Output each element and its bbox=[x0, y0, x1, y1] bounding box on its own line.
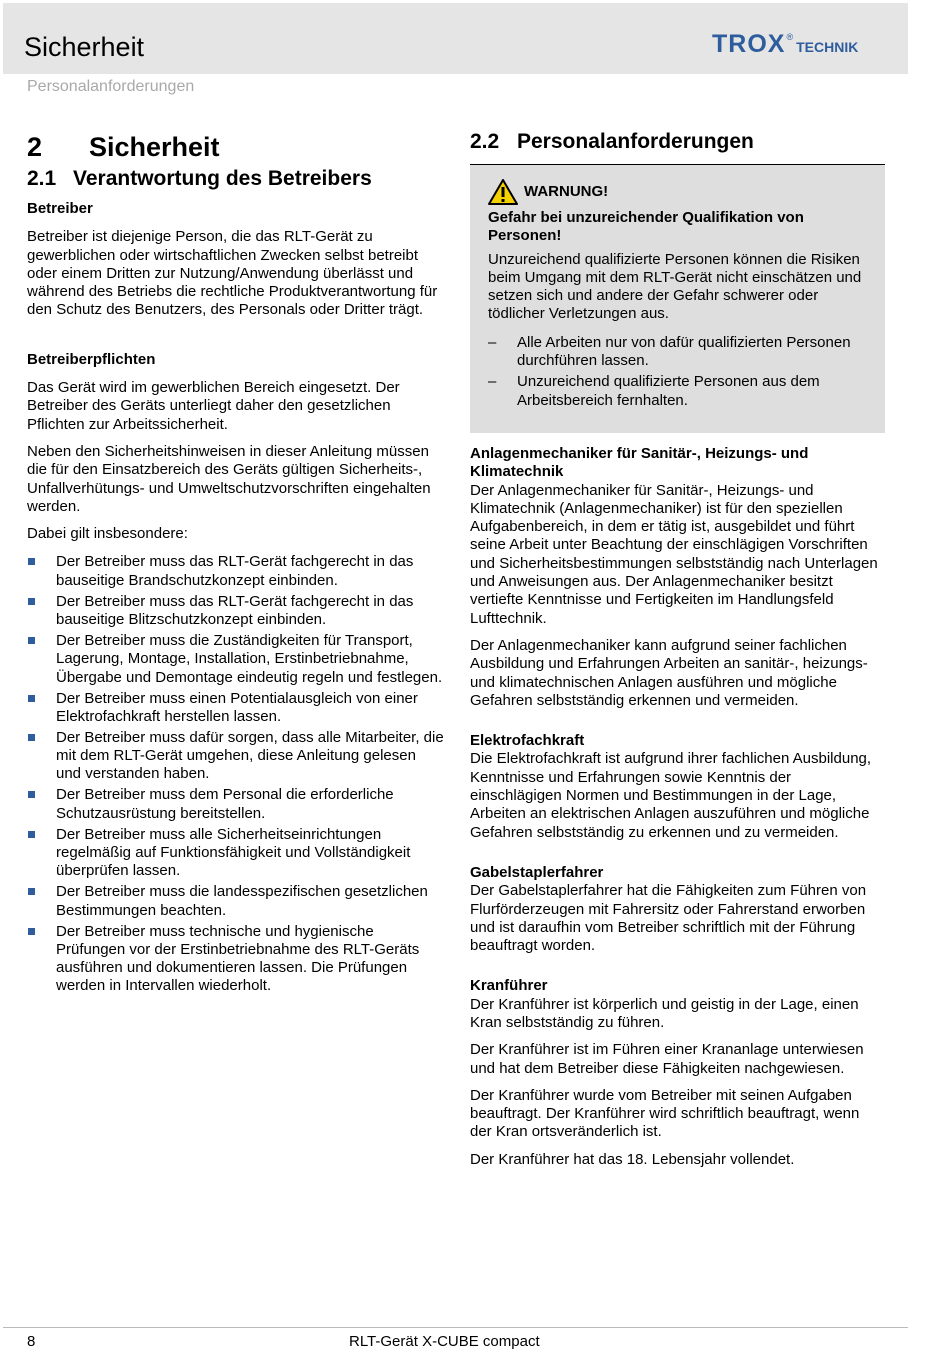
anlagenmechaniker-heading: Anlagenmechaniker für Sanitär-, Heizungs- und Klimatechnik bbox=[470, 444, 809, 481]
subsection-number: 2.2 bbox=[470, 130, 500, 153]
warning-triangle-icon bbox=[488, 179, 518, 205]
anlagenmechaniker-paragraph-1: Der Anlagenmechaniker für Sanitär-, Heizungs- und Klimatechnik (Anlagenmechaniker) ist für den speziellen Aufgabenbereich, in dem er tätig ist, ausgebildet und führt seine Arbeit unter Beachtung der einschlägigen Vorschriften und Sicherheitsbestimmungen selbstständig nach Unterlagen und Anweisungen aus. Der Anlagenmechaniker besitzt vertiefte Kenntnisse und Fertigkeiten im Handlungsfeld Lufttechnik. bbox=[470, 481, 878, 627]
list-item: Der Betreiber muss die Zuständigkeiten für Transport, Lagerung, Montage, Installation, Erstinbetriebnahme, Übergabe und Demontage eindeutig regeln und festlegen. bbox=[27, 632, 445, 687]
list-item: Der Betreiber muss die landesspezifischen gesetzlichen Bestimmungen beachten. bbox=[27, 883, 445, 920]
section-heading-2 bbox=[27, 130, 445, 164]
pflichten-paragraph-1: Das Gerät wird im gewerblichen Bereich eingesetzt. Der Betreiber des Geräts unterliegt daher den gesetzlichen Pflichten zur Arbeitssicherheit. bbox=[27, 379, 400, 433]
kranfuehrer-paragraph-3: Der Kranführer wurde vom Betreiber mit seinen Aufgaben beauftragt. Der Kranführer wird schriftlich beauftragt, wenn der Kran ortsveränderlich ist. bbox=[470, 1086, 860, 1141]
anlagenmechaniker-paragraph-2: Der Anlagenmechaniker kann aufgrund seiner fachlichen Ausbildung und Erfahrungen Arbeiten an sanitär-, heizungs- und klimatechnischen Anlagen ausführen und mögliche Gefahren selbstständig erkennen und vermeiden. bbox=[470, 636, 868, 709]
bullet-square-icon bbox=[28, 558, 35, 565]
document-title: RLT-Gerät X-CUBE compact bbox=[349, 1333, 540, 1350]
header-title: Sicherheit bbox=[24, 32, 145, 62]
bullet-square-icon bbox=[28, 888, 35, 895]
logo-registered-mark: ® bbox=[786, 32, 794, 42]
elektrofachkraft-paragraph: Die Elektrofachkraft ist aufgrund ihrer fachlichen Ausbildung, Kenntnisse und Erfahrungen sowie Kenntnis der einschlägigen Normen und Bestimmungen in der Lage, Arbeiten an elektrischen Anlagen auszuführen und mögliche Gefahren selbstständig zu erkennen und zu vermeiden. bbox=[470, 750, 872, 841]
right-column bbox=[470, 130, 885, 1169]
bullet-square-icon bbox=[28, 734, 35, 741]
gabelstaplerfahrer-heading: Gabelstaplerfahrer bbox=[470, 863, 604, 881]
list-item: – Unzureichend qualifizierte Personen aus dem Arbeitsbereich fernhalten. bbox=[488, 373, 820, 409]
pflichten-paragraph-2: Neben den Sicherheitshinweisen in dieser Anleitung müssen die für den Einsatzbereich des Geräts gültigen Sicherheits-, Unfallverhütungs- und Umweltschutzvorschriften eingehalten werden. bbox=[27, 442, 431, 515]
trox-logo bbox=[712, 30, 858, 58]
left-column bbox=[27, 130, 445, 998]
betreiber-heading: Betreiber bbox=[27, 200, 93, 217]
bullet-square-icon bbox=[28, 695, 35, 702]
warning-actions-list bbox=[488, 334, 867, 410]
list-item: – Alle Arbeiten nur von dafür qualifizierten Personen durchführen lassen. bbox=[488, 333, 851, 370]
subsection-heading-2-2 bbox=[470, 130, 885, 154]
bullet-square-icon bbox=[28, 791, 35, 798]
dash-marker: – bbox=[488, 333, 497, 351]
page-number: 8 bbox=[27, 1333, 36, 1350]
list-item: Der Betreiber muss das RLT-Gerät fachgerecht in das bauseitige Brandschutzkonzept einbinden. bbox=[27, 553, 445, 590]
section-number: 2 bbox=[27, 132, 43, 162]
betreiber-paragraph: Betreiber ist diejenige Person, die das RLT-Gerät zu gewerblichen oder wirtschaftlichen Zwecken selbst betreibt oder einem Dritten zur Nutzung/Anwendung überlässt und während des Betriebs die rechtliche Produktverantwortung für den Schutz des Benutzers, des Personals oder Dritter trägt. bbox=[27, 228, 438, 319]
list-item: Der Betreiber muss dem Personal die erforderliche Schutzausrüstung bereitstellen. bbox=[27, 786, 445, 823]
subsection-title: Verantwortung des Betreibers bbox=[73, 167, 372, 190]
betreiber-duties-list bbox=[27, 553, 445, 995]
kranfuehrer-heading: Kranführer bbox=[470, 977, 548, 995]
list-item: Der Betreiber muss dafür sorgen, dass alle Mitarbeiter, die mit dem RLT-Gerät umgehen, diese Anleitung gelesen und verstanden haben. bbox=[27, 729, 445, 784]
footer-rule bbox=[3, 1327, 908, 1328]
warning-title: Gefahr bei unzureichender Qualifikation von Personen! bbox=[488, 209, 804, 245]
dash-marker: – bbox=[488, 373, 497, 391]
betreiberpflichten-heading: Betreiberpflichten bbox=[27, 350, 156, 368]
kranfuehrer-paragraph-4: Der Kranführer hat das 18. Lebensjahr vollendet. bbox=[470, 1150, 795, 1168]
subsection-title: Personalanforderungen bbox=[517, 130, 754, 153]
logo-trox-text: TROX bbox=[712, 30, 786, 58]
elektrofachkraft-heading: Elektrofachkraft bbox=[470, 732, 585, 750]
bullet-square-icon bbox=[28, 598, 35, 605]
subsection-number: 2.1 bbox=[27, 167, 57, 190]
subsection-heading-2-1 bbox=[27, 167, 445, 191]
list-item: Der Betreiber muss technische und hygienische Prüfungen vor der Erstinbetriebnahme des RLT-Geräts ausführen und dokumentieren lassen. Die Prüfungen werden in Intervallen wiederholt. bbox=[27, 923, 445, 996]
kranfuehrer-paragraph-1: Der Kranführer ist körperlich und geistig in der Lage, einen Kran selbstständig zu führen. bbox=[470, 995, 859, 1031]
list-item: Der Betreiber muss einen Potentialausgleich von einer Elektrofachkraft herstellen lassen. bbox=[27, 690, 445, 727]
list-item: Der Betreiber muss alle Sicherheitseinrichtungen regelmäßig auf Funktionsfähigkeit und Vollständigkeit überprüfen lassen. bbox=[27, 826, 445, 881]
warning-box bbox=[470, 165, 885, 433]
list-item: Der Betreiber muss das RLT-Gerät fachgerecht in das bauseitige Blitzschutzkonzept einbinden. bbox=[27, 593, 445, 630]
bullet-square-icon bbox=[28, 637, 35, 644]
pflichten-paragraph-3: Dabei gilt insbesondere: bbox=[27, 525, 188, 543]
warning-text: Unzureichend qualifizierte Personen können die Risiken beim Umgang mit dem RLT-Gerät nicht einschätzen und setzen sich und andere der Gefahr schwerer oder tödlicher Verletzungen aus. bbox=[488, 250, 862, 323]
warning-header bbox=[488, 179, 867, 205]
warning-label: WARNUNG! bbox=[524, 182, 609, 200]
logo-technik-text: TECHNIK bbox=[796, 39, 859, 55]
header-subtitle: Personalanforderungen bbox=[27, 78, 195, 95]
bullet-square-icon bbox=[28, 831, 35, 838]
section-title: Sicherheit bbox=[89, 132, 220, 162]
gabelstaplerfahrer-paragraph: Der Gabelstaplerfahrer hat die Fähigkeiten zum Führen von Flurförderzeugen mit Fahrersitz oder Fahrerstand erworben und ist daraufhin vom Betreiber schriftlich mit der Führung beauftragt worden. bbox=[470, 882, 867, 955]
bullet-square-icon bbox=[28, 928, 35, 935]
kranfuehrer-paragraph-2: Der Kranführer ist im Führen einer Krananlage unterwiesen und hat dem Betreiber diese Fähigkeiten nachgewiesen. bbox=[470, 1041, 864, 1077]
